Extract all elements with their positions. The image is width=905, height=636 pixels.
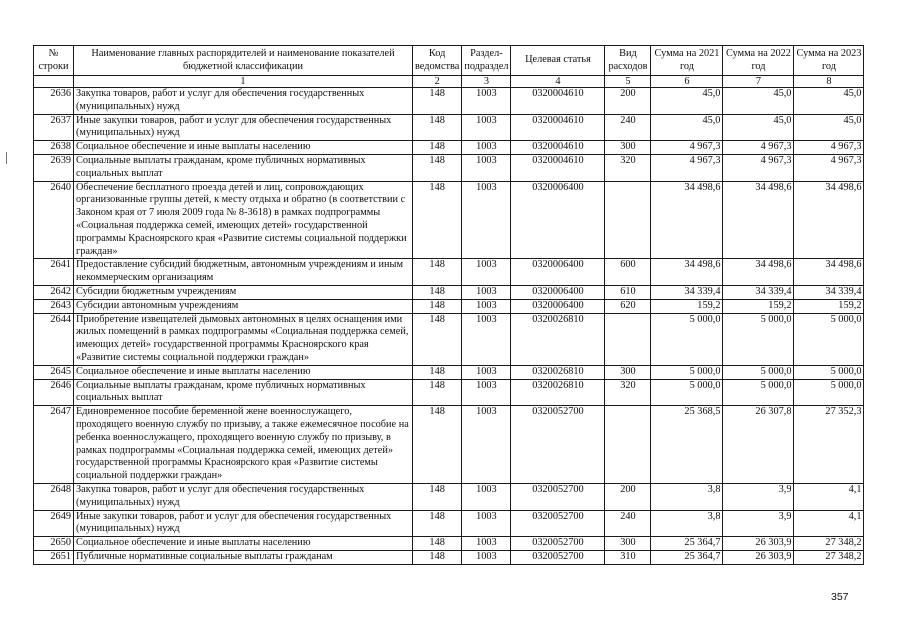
sum-2023-cell: 45,0 — [794, 88, 864, 115]
section-cell: 1003 — [462, 114, 511, 141]
name-cell: Приобретение извещателей дымовых автономных в целях оснащения ими жилых помещений в рамках подпрограммы «Социальная поддержка семей, имеющих детей» государственной программы Красноярского края «Развитие системы социальной поддержки граждан» — [74, 313, 413, 365]
target-item-cell: 0320052700 — [511, 537, 605, 551]
sum-2021-cell: 45,0 — [651, 88, 723, 115]
sum-2022-cell: 159,2 — [723, 299, 794, 313]
row-number-cell: 2643 — [34, 299, 74, 313]
sum-2021-cell: 25 368,5 — [651, 406, 723, 484]
sum-2023-cell: 4 967,3 — [794, 154, 864, 181]
row-number-cell: 2637 — [34, 114, 74, 141]
table-row — [34, 483, 864, 510]
sum-2022-cell: 5 000,0 — [723, 313, 794, 365]
target-item-cell: 0320052700 — [511, 406, 605, 484]
row-number-cell: 2646 — [34, 379, 74, 406]
department-code-cell: 148 — [413, 299, 462, 313]
department-code-cell: 148 — [413, 154, 462, 181]
sum-2021-cell: 5 000,0 — [651, 365, 723, 379]
department-code-cell: 148 — [413, 114, 462, 141]
name-cell: Субсидии бюджетным учреждениям — [74, 285, 413, 299]
sum-2023-cell: 45,0 — [794, 114, 864, 141]
column-number: 6 — [651, 76, 723, 88]
table-row — [34, 510, 864, 537]
table-row — [34, 537, 864, 551]
sum-2022-cell: 4 967,3 — [723, 154, 794, 181]
column-number: 7 — [723, 76, 794, 88]
target-item-cell: 0320026810 — [511, 379, 605, 406]
sum-2022-cell: 45,0 — [723, 88, 794, 115]
scan-margin-mark — [6, 152, 7, 164]
expense-type-cell: 300 — [605, 141, 651, 155]
name-cell: Социальное обеспечение и иные выплаты населению — [74, 537, 413, 551]
name-cell: Социальное обеспечение и иные выплаты населению — [74, 141, 413, 155]
sum-2022-cell: 4 967,3 — [723, 141, 794, 155]
budget-table — [33, 45, 864, 565]
name-cell: Социальные выплаты гражданам, кроме публичных нормативных социальных выплат — [74, 379, 413, 406]
sum-2021-cell: 4 967,3 — [651, 154, 723, 181]
sum-2023-cell: 27 348,2 — [794, 537, 864, 551]
row-number-cell: 2636 — [34, 88, 74, 115]
row-number-cell: 2642 — [34, 285, 74, 299]
department-code-cell: 148 — [413, 379, 462, 406]
name-cell: Предоставление субсидий бюджетным, автономным учреждениям и иным некоммерческим организациям — [74, 259, 413, 286]
section-cell: 1003 — [462, 259, 511, 286]
sum-2022-cell: 5 000,0 — [723, 379, 794, 406]
target-item-cell: 0320006400 — [511, 181, 605, 259]
column-number — [34, 76, 74, 88]
column-number: 5 — [605, 76, 651, 88]
header-sum-2022: Сумма на 2022 год — [723, 46, 794, 76]
sum-2021-cell: 5 000,0 — [651, 313, 723, 365]
header-department-code: Код ведомства — [413, 46, 462, 76]
expense-type-cell — [605, 406, 651, 484]
header-sum-2023: Сумма на 2023 год — [794, 46, 864, 76]
sum-2022-cell: 34 339,4 — [723, 285, 794, 299]
name-cell: Социальные выплаты гражданам, кроме публичных нормативных социальных выплат — [74, 154, 413, 181]
sum-2023-cell: 27 348,2 — [794, 550, 864, 564]
expense-type-cell: 240 — [605, 510, 651, 537]
expense-type-cell: 600 — [605, 259, 651, 286]
sum-2021-cell: 5 000,0 — [651, 379, 723, 406]
section-cell: 1003 — [462, 365, 511, 379]
section-cell: 1003 — [462, 181, 511, 259]
sum-2023-cell: 5 000,0 — [794, 379, 864, 406]
sum-2022-cell: 45,0 — [723, 114, 794, 141]
row-number-cell: 2644 — [34, 313, 74, 365]
name-cell: Единовременное пособие беременной жене военнослужащего, проходящего военную службу по призыву, а также ежемесячное пособие на ребенка военнослужащего, проходящего военную службу по призыву, в рамках подпрограммы «Социальная поддержка семей, имеющих детей» государственной программы Красноярского края «Развитие системы социальной поддержки граждан» — [74, 406, 413, 484]
header-row-number: № строки — [34, 46, 74, 76]
sum-2021-cell: 25 364,7 — [651, 537, 723, 551]
row-number-cell: 2650 — [34, 537, 74, 551]
sum-2021-cell: 34 339,4 — [651, 285, 723, 299]
sum-2021-cell: 4 967,3 — [651, 141, 723, 155]
target-item-cell: 0320052700 — [511, 483, 605, 510]
sum-2023-cell: 34 498,6 — [794, 259, 864, 286]
name-cell: Социальное обеспечение и иные выплаты населению — [74, 365, 413, 379]
table-row — [34, 88, 864, 115]
expense-type-cell: 310 — [605, 550, 651, 564]
department-code-cell: 148 — [413, 483, 462, 510]
sum-2023-cell: 159,2 — [794, 299, 864, 313]
sum-2021-cell: 45,0 — [651, 114, 723, 141]
expense-type-cell: 320 — [605, 154, 651, 181]
row-number-cell: 2640 — [34, 181, 74, 259]
column-number: 1 — [74, 76, 413, 88]
table-row — [34, 285, 864, 299]
expense-type-cell: 620 — [605, 299, 651, 313]
section-cell: 1003 — [462, 483, 511, 510]
expense-type-cell: 240 — [605, 114, 651, 141]
name-cell: Обеспечение бесплатного проезда детей и лиц, сопровождающих организованные группы детей, к месту отдыха и обратно (в соответствии с Законом края от 7 июля 2009 года № 8-3618) в рамках подпрограммы «Социальная поддержка семей, имеющих детей» государственной программы Красноярского края «Развитие системы социальной поддержки граждан» — [74, 181, 413, 259]
table-row — [34, 299, 864, 313]
department-code-cell: 148 — [413, 550, 462, 564]
department-code-cell: 148 — [413, 259, 462, 286]
row-number-cell: 2651 — [34, 550, 74, 564]
department-code-cell: 148 — [413, 406, 462, 484]
table-row — [34, 154, 864, 181]
table-row — [34, 313, 864, 365]
header-section: Раздел-подраздел — [462, 46, 511, 76]
table-row — [34, 379, 864, 406]
header-sum-2021: Сумма на 2021 год — [651, 46, 723, 76]
sum-2021-cell: 3,8 — [651, 483, 723, 510]
expense-type-cell: 320 — [605, 379, 651, 406]
section-cell: 1003 — [462, 154, 511, 181]
header-expense-type: Вид расходов — [605, 46, 651, 76]
target-item-cell: 0320052700 — [511, 550, 605, 564]
target-item-cell: 0320004610 — [511, 141, 605, 155]
sum-2022-cell: 34 498,6 — [723, 259, 794, 286]
expense-type-cell: 610 — [605, 285, 651, 299]
sum-2023-cell: 5 000,0 — [794, 365, 864, 379]
sum-2021-cell: 25 364,7 — [651, 550, 723, 564]
expense-type-cell: 200 — [605, 483, 651, 510]
department-code-cell: 148 — [413, 510, 462, 537]
header-target-item: Целевая статья — [511, 46, 605, 76]
name-cell: Иные закупки товаров, работ и услуг для обеспечения государственных (муниципальных) нужд — [74, 510, 413, 537]
name-cell: Закупка товаров, работ и услуг для обеспечения государственных (муниципальных) нужд — [74, 483, 413, 510]
target-item-cell: 0320004610 — [511, 88, 605, 115]
section-cell: 1003 — [462, 285, 511, 299]
sum-2021-cell: 34 498,6 — [651, 181, 723, 259]
sum-2022-cell: 3,9 — [723, 510, 794, 537]
department-code-cell: 148 — [413, 365, 462, 379]
table-row — [34, 259, 864, 286]
name-cell: Публичные нормативные социальные выплаты гражданам — [74, 550, 413, 564]
table-row — [34, 181, 864, 259]
table-body — [34, 88, 864, 565]
sum-2021-cell: 34 498,6 — [651, 259, 723, 286]
sum-2023-cell: 5 000,0 — [794, 313, 864, 365]
target-item-cell: 0320004610 — [511, 114, 605, 141]
column-number: 2 — [413, 76, 462, 88]
target-item-cell: 0320026810 — [511, 313, 605, 365]
expense-type-cell — [605, 313, 651, 365]
name-cell: Закупка товаров, работ и услуг для обеспечения государственных (муниципальных) нужд — [74, 88, 413, 115]
table-row — [34, 550, 864, 564]
sum-2022-cell: 34 498,6 — [723, 181, 794, 259]
table-row — [34, 365, 864, 379]
table-row — [34, 406, 864, 484]
sum-2023-cell: 4 967,3 — [794, 141, 864, 155]
sum-2023-cell: 34 498,6 — [794, 181, 864, 259]
name-cell: Субсидии автономным учреждениям — [74, 299, 413, 313]
department-code-cell: 148 — [413, 285, 462, 299]
sum-2022-cell: 26 303,9 — [723, 550, 794, 564]
sum-2021-cell: 3,8 — [651, 510, 723, 537]
row-number-cell: 2648 — [34, 483, 74, 510]
section-cell: 1003 — [462, 550, 511, 564]
section-cell: 1003 — [462, 299, 511, 313]
section-cell: 1003 — [462, 141, 511, 155]
sum-2022-cell: 3,9 — [723, 483, 794, 510]
column-number: 3 — [462, 76, 511, 88]
department-code-cell: 148 — [413, 141, 462, 155]
expense-type-cell: 300 — [605, 537, 651, 551]
section-cell: 1003 — [462, 313, 511, 365]
name-cell: Иные закупки товаров, работ и услуг для обеспечения государственных (муниципальных) нужд — [74, 114, 413, 141]
section-cell: 1003 — [462, 537, 511, 551]
sum-2023-cell: 4,1 — [794, 510, 864, 537]
column-number: 4 — [511, 76, 605, 88]
department-code-cell: 148 — [413, 181, 462, 259]
row-number-cell: 2649 — [34, 510, 74, 537]
table-row — [34, 114, 864, 141]
sum-2023-cell: 4,1 — [794, 483, 864, 510]
column-number-row — [34, 76, 864, 88]
row-number-cell: 2638 — [34, 141, 74, 155]
department-code-cell: 148 — [413, 88, 462, 115]
table-header — [34, 46, 864, 88]
section-cell: 1003 — [462, 406, 511, 484]
row-number-cell: 2647 — [34, 406, 74, 484]
column-number: 8 — [794, 76, 864, 88]
section-cell: 1003 — [462, 510, 511, 537]
sum-2023-cell: 34 339,4 — [794, 285, 864, 299]
section-cell: 1003 — [462, 379, 511, 406]
section-cell: 1003 — [462, 88, 511, 115]
table-row — [34, 141, 864, 155]
expense-type-cell — [605, 181, 651, 259]
target-item-cell: 0320006400 — [511, 259, 605, 286]
target-item-cell: 0320004610 — [511, 154, 605, 181]
department-code-cell: 148 — [413, 313, 462, 365]
expense-type-cell: 200 — [605, 88, 651, 115]
sum-2021-cell: 159,2 — [651, 299, 723, 313]
sum-2022-cell: 26 303,9 — [723, 537, 794, 551]
sum-2023-cell: 27 352,3 — [794, 406, 864, 484]
sum-2022-cell: 5 000,0 — [723, 365, 794, 379]
target-item-cell: 0320026810 — [511, 365, 605, 379]
page-number: 357 — [831, 591, 849, 603]
target-item-cell: 0320006400 — [511, 299, 605, 313]
row-number-cell: 2645 — [34, 365, 74, 379]
department-code-cell: 148 — [413, 537, 462, 551]
expense-type-cell: 300 — [605, 365, 651, 379]
target-item-cell: 0320052700 — [511, 510, 605, 537]
target-item-cell: 0320006400 — [511, 285, 605, 299]
header-name: Наименование главных распорядителей и наименование показателей бюджетной классификации — [74, 46, 413, 76]
row-number-cell: 2639 — [34, 154, 74, 181]
sum-2022-cell: 26 307,8 — [723, 406, 794, 484]
row-number-cell: 2641 — [34, 259, 74, 286]
